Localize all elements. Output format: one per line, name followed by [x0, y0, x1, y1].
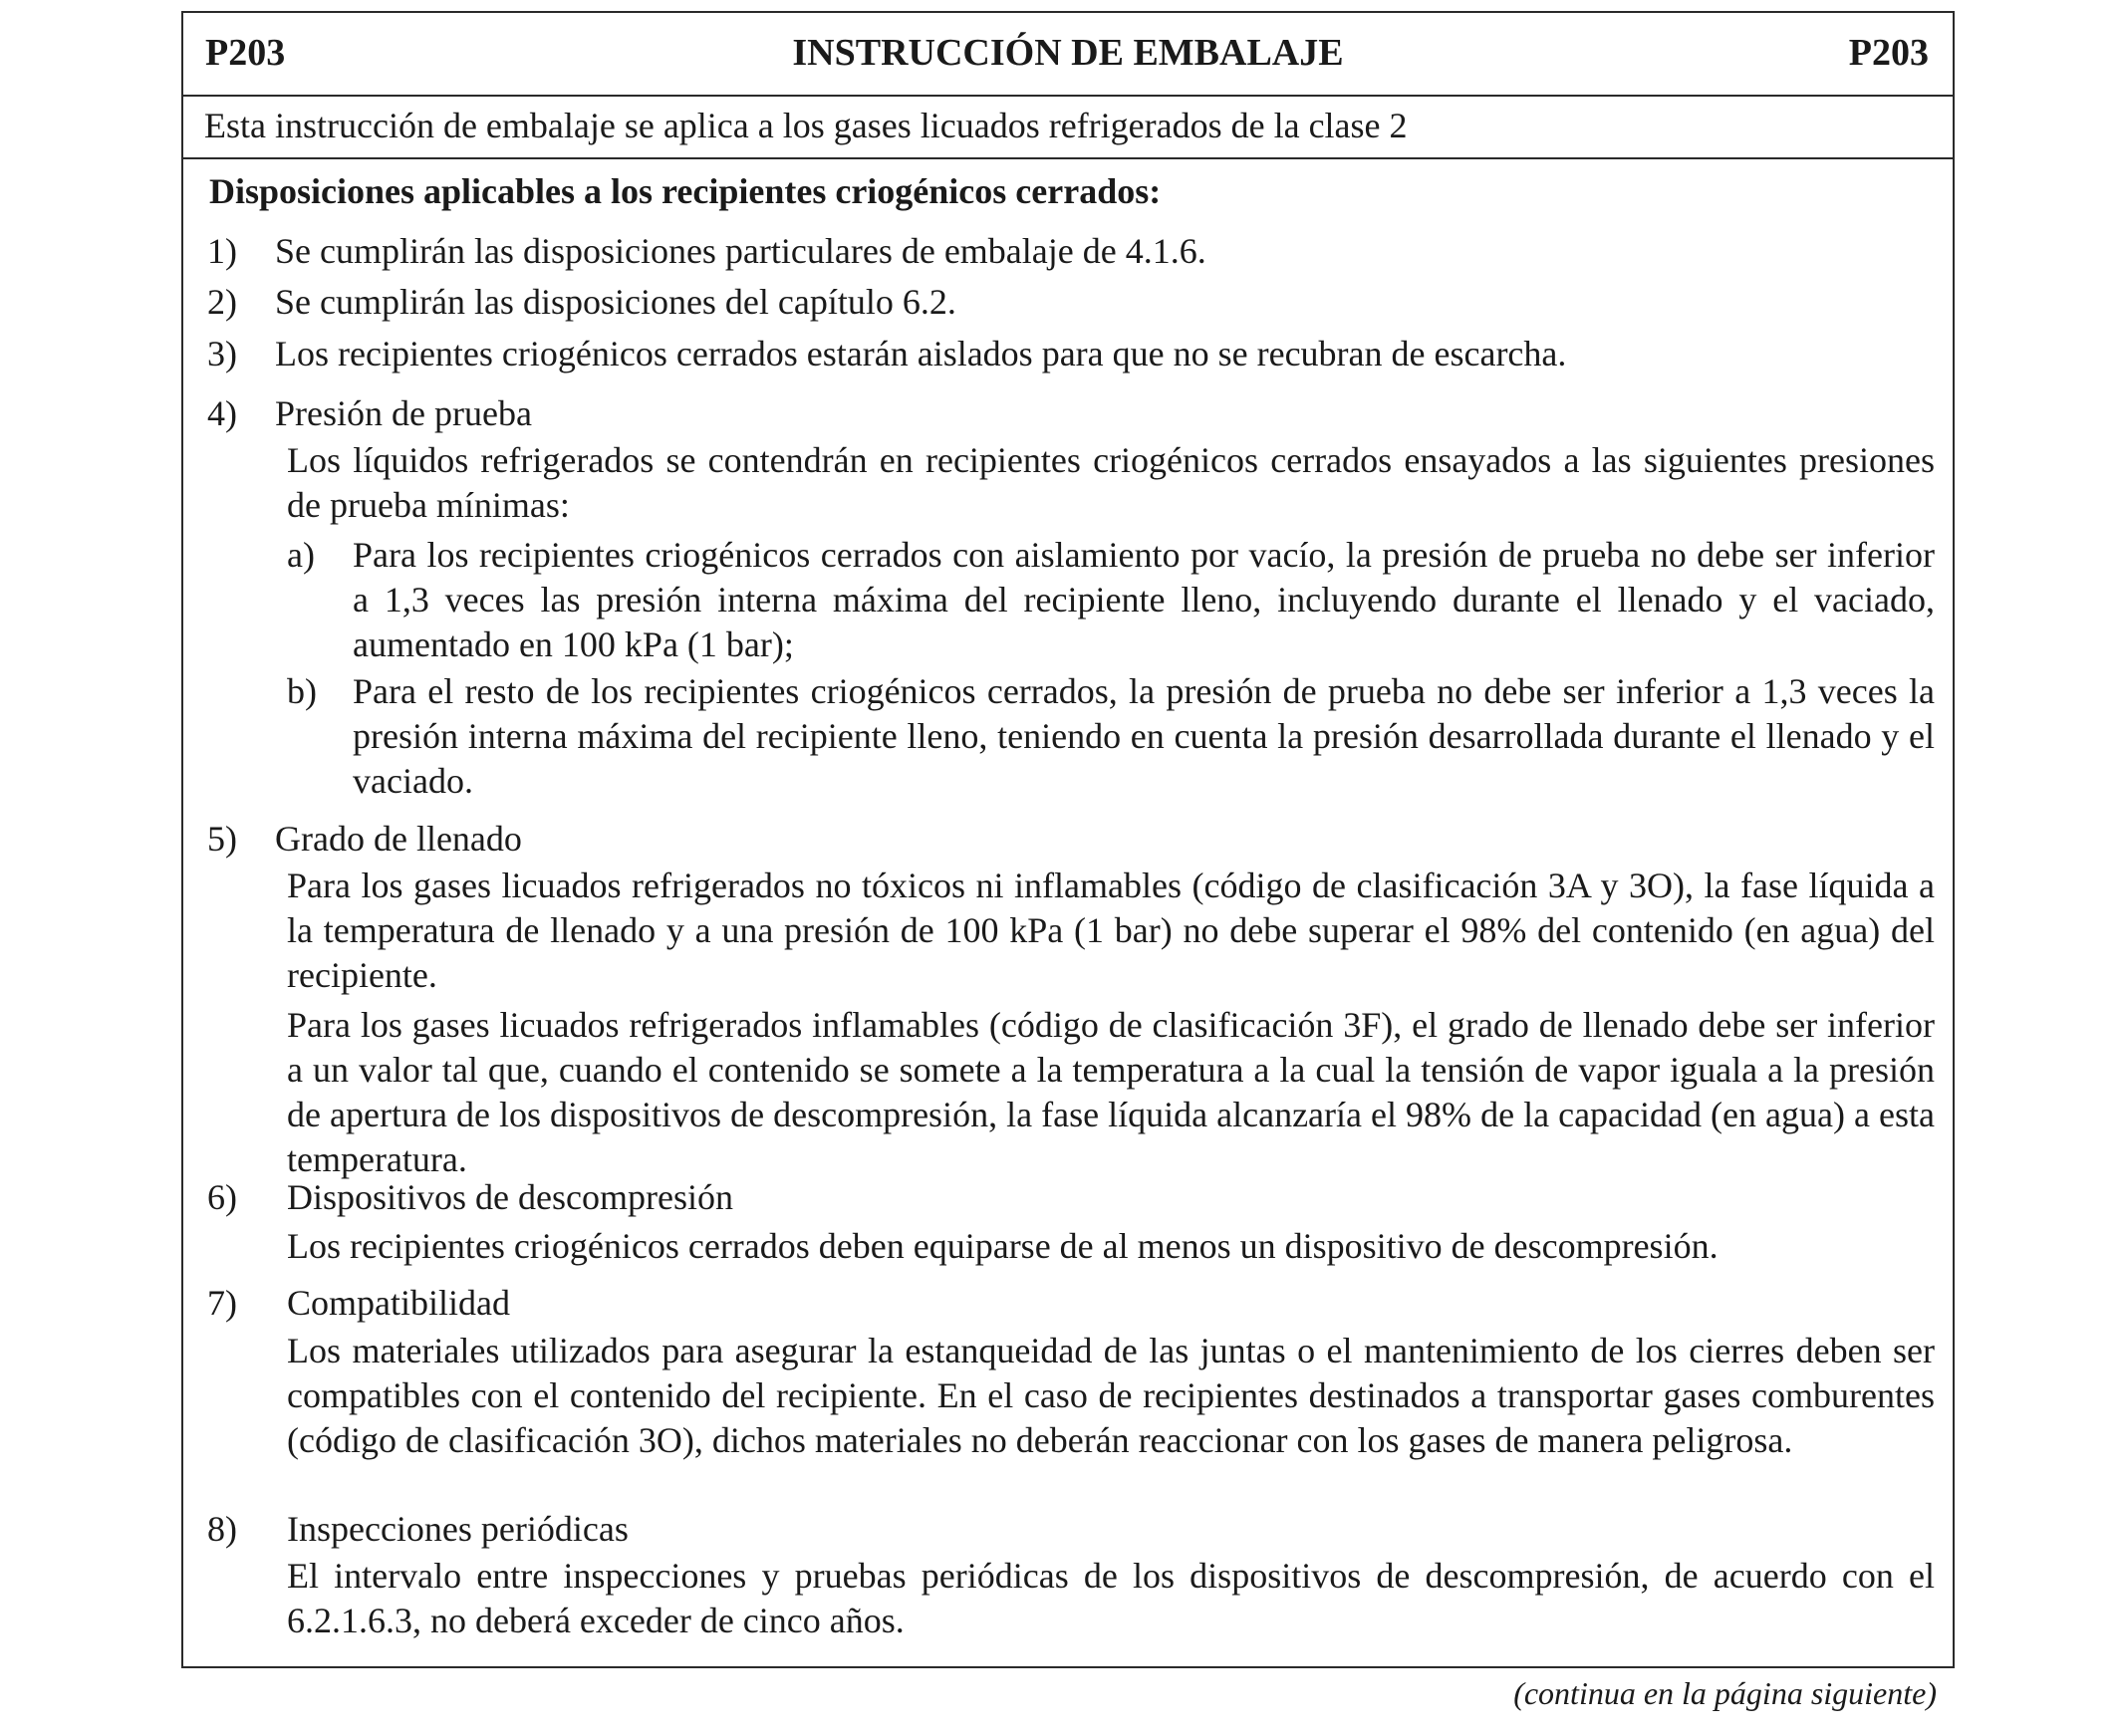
subitem-label: a) — [287, 535, 315, 575]
code-left: P203 — [205, 32, 286, 74]
item-number: 1) — [207, 231, 237, 271]
item-number: 5) — [207, 819, 237, 859]
item-text: Se cumplirán las disposiciones del capítulo 6.2. — [275, 282, 956, 322]
item-title: Dispositivos de descompresión — [287, 1177, 733, 1217]
item-paragraph: Los líquidos refrigerados se contendrán en recipientes criogénicos cerrados ensayados a las siguientes presiones de prueba mínimas: — [287, 440, 1935, 525]
item-title: Grado de llenado — [275, 819, 522, 859]
item-number: 2) — [207, 282, 237, 322]
subitem-label: b) — [287, 671, 317, 711]
packing-instruction-table — [181, 11, 1955, 1668]
item-number: 4) — [207, 393, 237, 433]
subitem-text: Para los recipientes criogénicos cerrados con aislamiento por vacío, la presión de prueba no debe ser inferior a 1,3 veces las presión interna máxima del recipiente lleno, incluyendo durante el llenado y el vaciado, aumentado en 100 kPa (1 bar); — [353, 535, 1935, 664]
code-right: P203 — [1848, 32, 1929, 74]
scope-statement: Esta instrucción de embalaje se aplica a los gases licuados refrigerados de la clase 2 — [183, 97, 1953, 159]
item-number: 7) — [207, 1283, 237, 1323]
subitem-text: Para el resto de los recipientes criogénicos cerrados, la presión de prueba no debe ser inferior a 1,3 veces la presión interna máxima del recipiente lleno, teniendo en cuenta la presión desarrollada durante el llenado y el vaciado. — [353, 671, 1935, 801]
item-title: Inspecciones periódicas — [287, 1509, 629, 1549]
continuation-note: (continua en la página siguiente) — [1513, 1675, 1937, 1711]
item-paragraph: Para los gases licuados refrigerados no tóxicos ni inflamables (código de clasificación 3A y 3O), la fase líquida a la temperatura de llenado y a una presión de 100 kPa (1 bar) no debe superar el 98% del contenido (en agua) del recipiente. — [287, 866, 1935, 995]
item-title: Compatibilidad — [287, 1283, 510, 1323]
item-paragraph: Los materiales utilizados para asegurar la estanqueidad de las juntas o el mantenimiento de los cierres deben ser compatibles con el contenido del recipiente. En el caso de recipientes destinados a transportar gases comburentes (código de clasificación 3O), dichos materiales no deberán reaccionar con los gases de manera peligrosa. — [287, 1331, 1935, 1460]
item-text: Los recipientes criogénicos cerrados estarán aislados para que no se recubran de escarcha. — [275, 334, 1567, 373]
item-title: Presión de prueba — [275, 393, 532, 433]
item-paragraph: Para los gases licuados refrigerados inflamables (código de clasificación 3F), el grado de llenado debe ser inferior a un valor tal que, cuando el contenido se somete a la temperatura a la cual la tensión de vapor iguala a la presión de apertura de los dispositivos de descompresión, la fase líquida alcanzaría el 98% de la capacidad (en agua) a esta temperatura. — [287, 1005, 1935, 1179]
item-text: Se cumplirán las disposiciones particulares de embalaje de 4.1.6. — [275, 231, 1206, 271]
section-heading: Disposiciones aplicables a los recipientes criogénicos cerrados: — [209, 171, 1162, 211]
item-number: 8) — [207, 1509, 237, 1549]
item-paragraph: El intervalo entre inspecciones y pruebas periódicas de los dispositivos de descompresión, de acuerdo con el 6.2.1.6.3, no deberá exceder de cinco años. — [287, 1556, 1935, 1640]
table-header — [183, 13, 1953, 97]
page-title: INSTRUCCIÓN DE EMBALAJE — [792, 32, 1344, 74]
item-number: 6) — [207, 1177, 237, 1217]
item-paragraph: Los recipientes criogénicos cerrados deben equiparse de al menos un dispositivo de descompresión. — [287, 1226, 1719, 1266]
item-number: 3) — [207, 334, 237, 373]
